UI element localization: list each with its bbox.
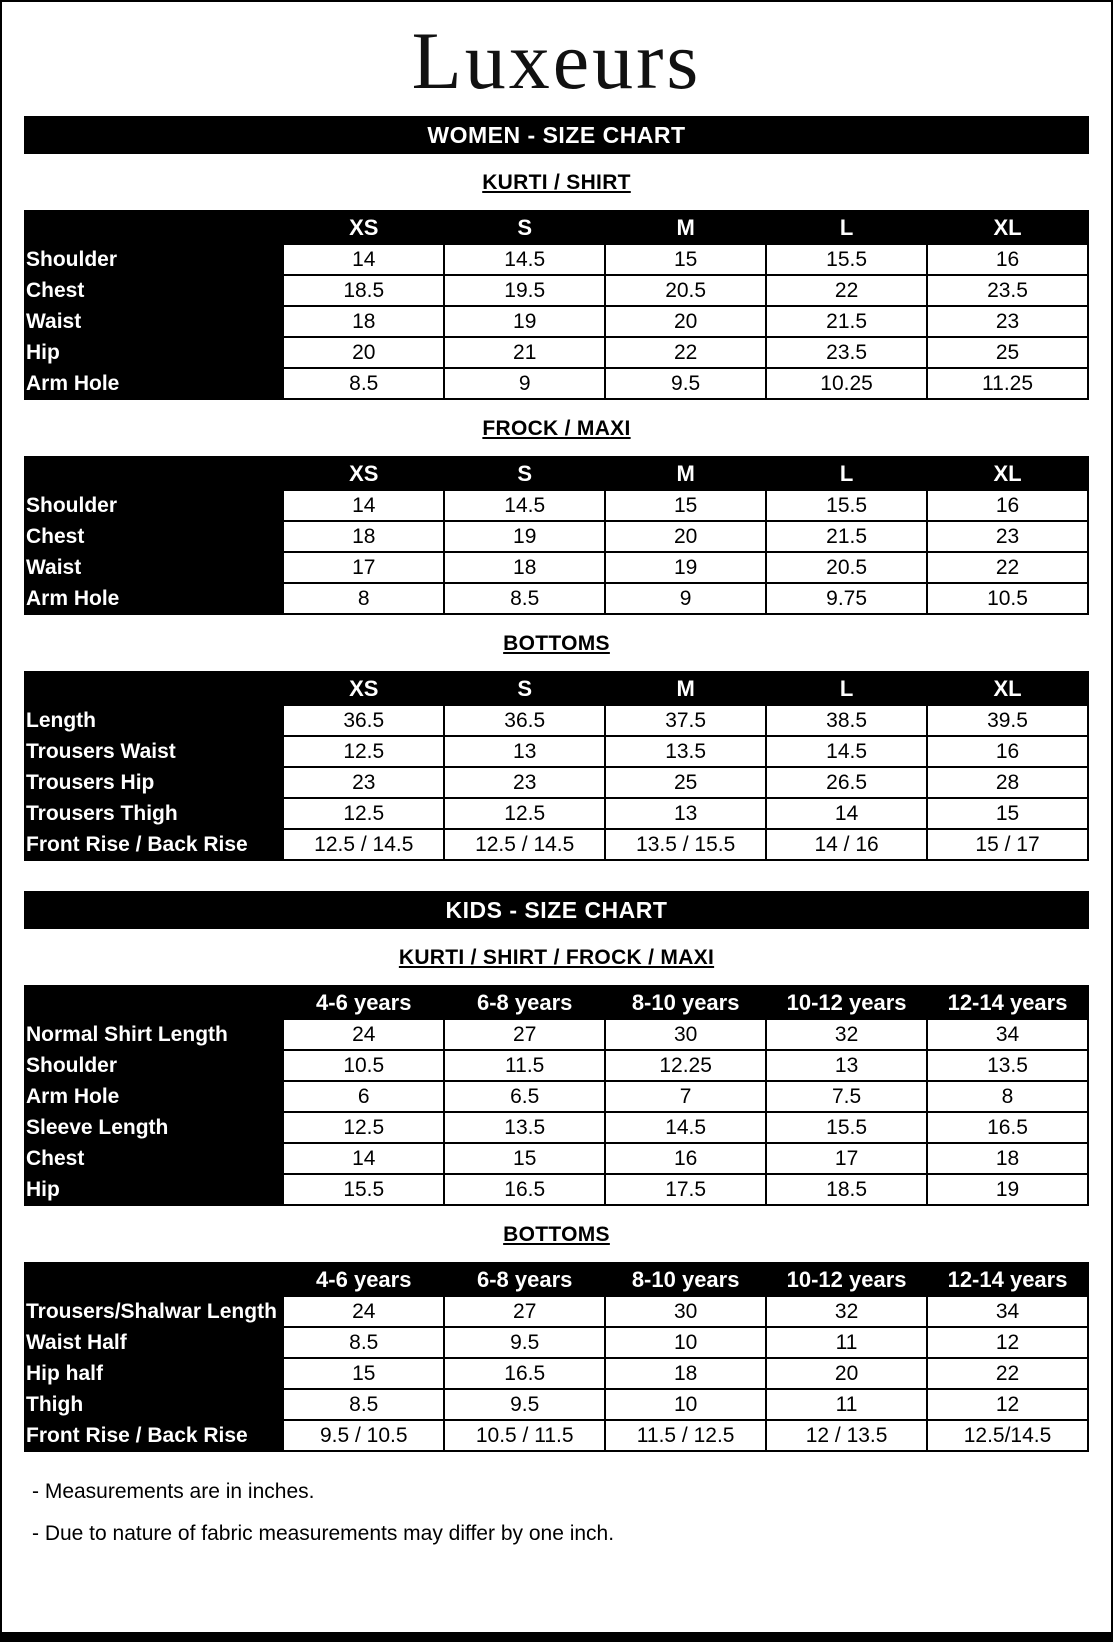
size-value-cell: 16: [927, 244, 1088, 275]
table-block-kids-tops: [24, 946, 1089, 1206]
size-value-cell: 22: [927, 1358, 1088, 1389]
size-value-cell: 15 / 17: [927, 829, 1088, 860]
size-value-cell: 16: [605, 1143, 766, 1174]
size-value-cell: 17: [766, 1143, 927, 1174]
row-label: Normal Shirt Length: [25, 1019, 283, 1050]
bottom-black-bar: [2, 1632, 1111, 1640]
size-value-cell: 23: [927, 521, 1088, 552]
table-row: [25, 275, 1088, 306]
size-value-cell: 17.5: [605, 1174, 766, 1205]
table-corner-cell: [25, 986, 283, 1019]
table-row: [25, 1327, 1088, 1358]
size-value-cell: 38.5: [766, 705, 927, 736]
row-label: Hip: [25, 1174, 283, 1205]
row-label: Hip half: [25, 1358, 283, 1389]
size-value-cell: 12.25: [605, 1050, 766, 1081]
size-value-cell: 15.5: [766, 490, 927, 521]
size-value-cell: 20.5: [605, 275, 766, 306]
table-header-row: [25, 986, 1088, 1019]
row-label: Chest: [25, 521, 283, 552]
size-value-cell: 16: [927, 490, 1088, 521]
size-value-cell: 8.5: [283, 1389, 444, 1420]
size-value-cell: 14 / 16: [766, 829, 927, 860]
column-header: XL: [927, 211, 1088, 244]
size-value-cell: 19.5: [444, 275, 605, 306]
column-header: XL: [927, 672, 1088, 705]
table-row: [25, 552, 1088, 583]
table-heading-kurti-shirt: KURTI / SHIRT: [482, 171, 631, 195]
size-value-cell: 19: [444, 521, 605, 552]
row-label: Shoulder: [25, 1050, 283, 1081]
table-corner-cell: [25, 672, 283, 705]
table-row: [25, 1019, 1088, 1050]
size-value-cell: 8: [927, 1081, 1088, 1112]
size-value-cell: 30: [605, 1019, 766, 1050]
column-header: L: [766, 457, 927, 490]
table-row: [25, 1112, 1088, 1143]
table-row: [25, 1296, 1088, 1327]
row-label: Trousers Hip: [25, 767, 283, 798]
size-value-cell: 15: [927, 798, 1088, 829]
column-header: S: [444, 457, 605, 490]
size-value-cell: 34: [927, 1019, 1088, 1050]
size-value-cell: 14.5: [444, 244, 605, 275]
size-value-cell: 8.5: [283, 1327, 444, 1358]
size-value-cell: 14: [283, 490, 444, 521]
table-block-kids-bottoms: [24, 1223, 1089, 1452]
column-header: 4-6 years: [283, 986, 444, 1019]
size-value-cell: 20: [766, 1358, 927, 1389]
column-header: 4-6 years: [283, 1263, 444, 1296]
table-row: [25, 244, 1088, 275]
size-value-cell: 22: [605, 337, 766, 368]
size-value-cell: 11.25: [927, 368, 1088, 399]
column-header: 8-10 years: [605, 1263, 766, 1296]
size-table-women-kurti-shirt: [24, 210, 1089, 400]
size-value-cell: 12.5/14.5: [927, 1420, 1088, 1451]
footer-notes: [32, 1480, 1089, 1546]
size-value-cell: 10: [605, 1389, 766, 1420]
size-value-cell: 15: [605, 244, 766, 275]
row-label: Length: [25, 705, 283, 736]
size-value-cell: 9.5: [605, 368, 766, 399]
size-value-cell: 9.5: [444, 1327, 605, 1358]
size-value-cell: 13.5: [444, 1112, 605, 1143]
size-value-cell: 6.5: [444, 1081, 605, 1112]
table-header-row: [25, 672, 1088, 705]
column-header: S: [444, 211, 605, 244]
size-value-cell: 9: [605, 583, 766, 614]
size-value-cell: 11: [766, 1389, 927, 1420]
table-row: [25, 1050, 1088, 1081]
column-header: M: [605, 211, 766, 244]
size-value-cell: 13: [766, 1050, 927, 1081]
size-value-cell: 39.5: [927, 705, 1088, 736]
size-value-cell: 22: [766, 275, 927, 306]
section-women: [24, 116, 1089, 861]
size-value-cell: 12.5 / 14.5: [444, 829, 605, 860]
row-label: Trousers Thigh: [25, 798, 283, 829]
size-value-cell: 20: [605, 521, 766, 552]
column-header: 12-14 years: [927, 1263, 1088, 1296]
size-value-cell: 14: [766, 798, 927, 829]
size-value-cell: 20: [283, 337, 444, 368]
column-header: XS: [283, 457, 444, 490]
size-value-cell: 16.5: [927, 1112, 1088, 1143]
column-header: XS: [283, 672, 444, 705]
size-value-cell: 18.5: [283, 275, 444, 306]
size-value-cell: 32: [766, 1019, 927, 1050]
table-row: [25, 1420, 1088, 1451]
row-label: Arm Hole: [25, 1081, 283, 1112]
note-measurements-inches: - Measurements are in inches.: [32, 1480, 315, 1504]
size-value-cell: 17: [283, 552, 444, 583]
page-content: [2, 15, 1111, 1546]
size-value-cell: 11: [766, 1327, 927, 1358]
size-table-women-bottoms: [24, 671, 1089, 861]
size-value-cell: 10.5 / 11.5: [444, 1420, 605, 1451]
row-label: Waist: [25, 552, 283, 583]
size-value-cell: 12 / 13.5: [766, 1420, 927, 1451]
size-value-cell: 36.5: [444, 705, 605, 736]
size-value-cell: 26.5: [766, 767, 927, 798]
size-value-cell: 23: [927, 306, 1088, 337]
size-value-cell: 16: [927, 736, 1088, 767]
size-value-cell: 14: [283, 244, 444, 275]
size-value-cell: 16.5: [444, 1358, 605, 1389]
size-value-cell: 14.5: [766, 736, 927, 767]
table-row: [25, 829, 1088, 860]
size-value-cell: 8.5: [283, 368, 444, 399]
table-corner-cell: [25, 211, 283, 244]
table-corner-cell: [25, 457, 283, 490]
column-header: XS: [283, 211, 444, 244]
row-label: Shoulder: [25, 244, 283, 275]
size-value-cell: 23.5: [927, 275, 1088, 306]
table-row: [25, 1389, 1088, 1420]
size-value-cell: 19: [444, 306, 605, 337]
row-label: Thigh: [25, 1389, 283, 1420]
size-value-cell: 9: [444, 368, 605, 399]
size-value-cell: 24: [283, 1019, 444, 1050]
table-row: [25, 368, 1088, 399]
table-heading-women-bottoms: BOTTOMS: [503, 632, 610, 656]
size-table-kids-tops: [24, 985, 1089, 1206]
table-row: [25, 337, 1088, 368]
note-fabric-tolerance: - Due to nature of fabric measurements may differ by one inch.: [32, 1522, 615, 1546]
column-header: 8-10 years: [605, 986, 766, 1019]
size-value-cell: 9.5: [444, 1389, 605, 1420]
table-corner-cell: [25, 1263, 283, 1296]
column-header: M: [605, 457, 766, 490]
size-value-cell: 37.5: [605, 705, 766, 736]
size-value-cell: 13: [444, 736, 605, 767]
size-value-cell: 21: [444, 337, 605, 368]
size-value-cell: 23.5: [766, 337, 927, 368]
row-label: Trousers/Shalwar Length: [25, 1296, 283, 1327]
size-value-cell: 12.5: [444, 798, 605, 829]
row-label: Waist: [25, 306, 283, 337]
table-row: [25, 583, 1088, 614]
size-value-cell: 12.5 / 14.5: [283, 829, 444, 860]
column-header: 6-8 years: [444, 1263, 605, 1296]
table-header-row: [25, 457, 1088, 490]
size-value-cell: 22: [927, 552, 1088, 583]
table-block-women-kurti-shirt: [24, 171, 1089, 400]
banner-women-size-chart: WOMEN - SIZE CHART: [24, 116, 1089, 154]
row-label: Front Rise / Back Rise: [25, 829, 283, 860]
row-label: Hip: [25, 337, 283, 368]
size-value-cell: 10.5: [283, 1050, 444, 1081]
size-value-cell: 24: [283, 1296, 444, 1327]
size-value-cell: 36.5: [283, 705, 444, 736]
table-header-row: [25, 1263, 1088, 1296]
size-value-cell: 12: [927, 1327, 1088, 1358]
size-value-cell: 20: [605, 306, 766, 337]
size-value-cell: 23: [444, 767, 605, 798]
size-value-cell: 10: [605, 1327, 766, 1358]
banner-kids-size-chart: KIDS - SIZE CHART: [24, 891, 1089, 929]
size-value-cell: 14.5: [444, 490, 605, 521]
section-kids: [24, 891, 1089, 1452]
column-header: M: [605, 672, 766, 705]
table-row: [25, 705, 1088, 736]
size-value-cell: 12.5: [283, 1112, 444, 1143]
size-value-cell: 15: [444, 1143, 605, 1174]
size-value-cell: 19: [927, 1174, 1088, 1205]
table-row: [25, 798, 1088, 829]
size-value-cell: 25: [927, 337, 1088, 368]
table-header-row: [25, 211, 1088, 244]
row-label: Shoulder: [25, 490, 283, 521]
size-value-cell: 14.5: [605, 1112, 766, 1143]
column-header: XL: [927, 457, 1088, 490]
size-value-cell: 7.5: [766, 1081, 927, 1112]
column-header: S: [444, 672, 605, 705]
column-header: 10-12 years: [766, 1263, 927, 1296]
table-block-women-frock-maxi: [24, 417, 1089, 615]
table-row: [25, 1174, 1088, 1205]
size-value-cell: 8: [283, 583, 444, 614]
size-value-cell: 15.5: [283, 1174, 444, 1205]
table-row: [25, 1358, 1088, 1389]
size-value-cell: 25: [605, 767, 766, 798]
section-divider-gap: [24, 861, 1089, 891]
size-value-cell: 15: [605, 490, 766, 521]
size-value-cell: 32: [766, 1296, 927, 1327]
row-label: Arm Hole: [25, 583, 283, 614]
size-value-cell: 21.5: [766, 521, 927, 552]
row-label: Front Rise / Back Rise: [25, 1420, 283, 1451]
size-value-cell: 18: [927, 1143, 1088, 1174]
table-row: [25, 521, 1088, 552]
size-value-cell: 12: [927, 1389, 1088, 1420]
size-value-cell: 21.5: [766, 306, 927, 337]
table-row: [25, 767, 1088, 798]
column-header: 6-8 years: [444, 986, 605, 1019]
column-header: 10-12 years: [766, 986, 927, 1019]
size-value-cell: 10.5: [927, 583, 1088, 614]
size-value-cell: 18: [605, 1358, 766, 1389]
size-value-cell: 18.5: [766, 1174, 927, 1205]
size-value-cell: 12.5: [283, 798, 444, 829]
column-header: 12-14 years: [927, 986, 1088, 1019]
row-label: Chest: [25, 1143, 283, 1174]
size-table-women-frock-maxi: [24, 456, 1089, 615]
table-row: [25, 306, 1088, 337]
size-value-cell: 18: [444, 552, 605, 583]
table-row: [25, 1143, 1088, 1174]
column-header: L: [766, 211, 927, 244]
size-value-cell: 16.5: [444, 1174, 605, 1205]
size-value-cell: 10.25: [766, 368, 927, 399]
size-value-cell: 15.5: [766, 1112, 927, 1143]
size-value-cell: 9.5 / 10.5: [283, 1420, 444, 1451]
size-value-cell: 18: [283, 306, 444, 337]
size-value-cell: 13.5: [605, 736, 766, 767]
size-value-cell: 27: [444, 1296, 605, 1327]
table-row: [25, 736, 1088, 767]
size-value-cell: 11.5: [444, 1050, 605, 1081]
table-row: [25, 490, 1088, 521]
size-value-cell: 34: [927, 1296, 1088, 1327]
size-value-cell: 12.5: [283, 736, 444, 767]
size-value-cell: 7: [605, 1081, 766, 1112]
size-table-kids-bottoms: [24, 1262, 1089, 1452]
row-label: Waist Half: [25, 1327, 283, 1358]
size-value-cell: 14: [283, 1143, 444, 1174]
size-value-cell: 30: [605, 1296, 766, 1327]
table-block-women-bottoms: [24, 632, 1089, 861]
size-value-cell: 8.5: [444, 583, 605, 614]
row-label: Chest: [25, 275, 283, 306]
row-label: Arm Hole: [25, 368, 283, 399]
size-value-cell: 9.75: [766, 583, 927, 614]
size-value-cell: 27: [444, 1019, 605, 1050]
size-value-cell: 11.5 / 12.5: [605, 1420, 766, 1451]
size-value-cell: 15: [283, 1358, 444, 1389]
column-header: L: [766, 672, 927, 705]
size-value-cell: 13.5: [927, 1050, 1088, 1081]
size-value-cell: 6: [283, 1081, 444, 1112]
size-value-cell: 20.5: [766, 552, 927, 583]
size-value-cell: 13.5 / 15.5: [605, 829, 766, 860]
size-value-cell: 28: [927, 767, 1088, 798]
size-value-cell: 18: [283, 521, 444, 552]
table-heading-kids-tops: KURTI / SHIRT / FROCK / MAXI: [398, 946, 715, 970]
size-value-cell: 13: [605, 798, 766, 829]
row-label: Trousers Waist: [25, 736, 283, 767]
table-heading-kids-bottoms: BOTTOMS: [503, 1223, 610, 1247]
size-value-cell: 15.5: [766, 244, 927, 275]
size-value-cell: 19: [605, 552, 766, 583]
row-label: Sleeve Length: [25, 1112, 283, 1143]
table-row: [25, 1081, 1088, 1112]
table-heading-frock-maxi: FROCK / MAXI: [482, 417, 631, 441]
size-value-cell: 23: [283, 767, 444, 798]
brand-logo: Luxeurs: [411, 15, 702, 106]
